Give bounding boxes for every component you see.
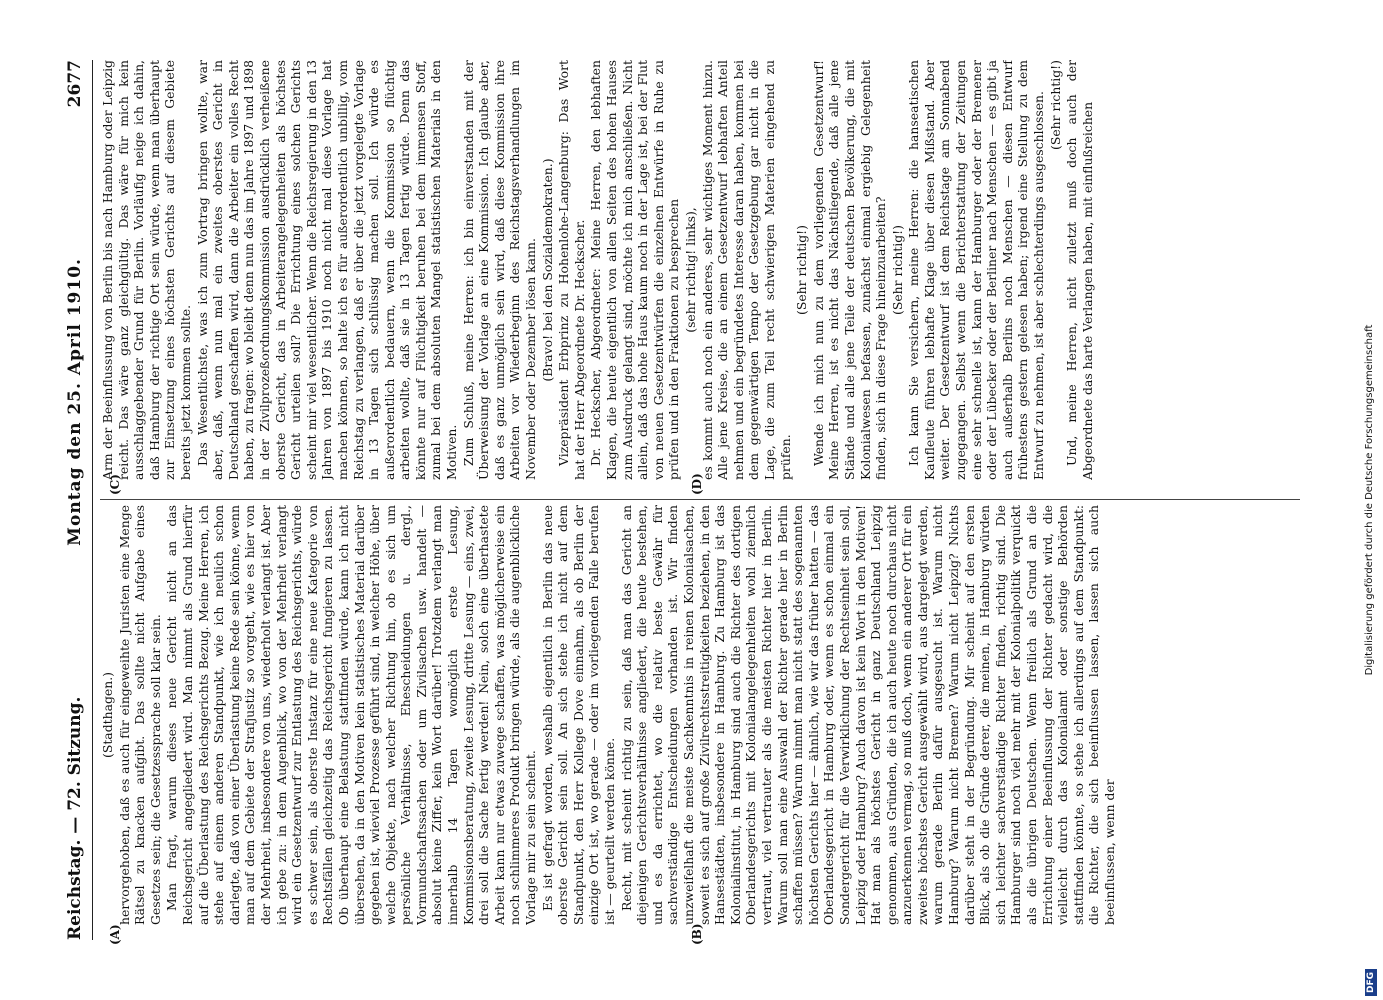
header-date: Montag den 25. April 1910. (65, 258, 85, 546)
paragraph: (Sehr richtig!) (889, 225, 905, 315)
paragraph: Und, meine Herren, nicht zuletzt muß doch auch der Abgeordnete das harte Verlangen haben, mit einflußreichen (1064, 60, 1095, 480)
paragraph: (Sehr richtig!) (1047, 60, 1063, 150)
paragraph: Man fragt, warum dieses neue Gericht nicht an das Reichsgericht angegliedert wird. Man nimmt als Grund hierfür auf die Überlastung des Reichsgerichts Bezug. Meine Herren, ich stehe auf einem anderen Standpunkt, wie ich neulich schon darlegte, daß von einer Überlastung keine Rede sein könne, wenn man auf dem Gebiete der Strafjustiz so vorgeht, wie es hier von der Mehrheit, insbesondere von uns, wiederholt verlangt ist. Aber ich gebe zu: in dem Augenblick, wo von der Mehrheit verlangt wird ein Gesetzentwurf zur Entlastung des Reichsgerichts, würde es schwer sein, als oberste Instanz für eine neue Kategorie von Rechtsfällen gleichzeitig das Reichsgericht fungieren zu lassen. Ob überhaupt eine Belastung stattfinden würde, kann ich nicht übersehen, da in den Motiven kein statistisches Material darüber gegeben ist, wieviel Prozesse geführt sind, in welcher Höhe, über welche Objekte, nach welcher Richtung hin, ob es sich um persönliche Verhältnisse, Ehescheidungen u. dergl., Vormundschaftssachen oder um Zivilsachen usw. handelt — absolut keine Ziffer, kein Wort darüber! Trotzdem verlangt man innerhalb 14 Tagen womöglich erste Lesung, Kommissionsberatung, zweite Lesung, dritte Lesung — eins, zwei, drei soll die Sache fertig werden! Nein, solch eine überhastete Arbeit kann nur etwas zuwege schaffen, was möglicherweise ein noch schlimmeres Produkt bringen würde, als die augenblickliche Vorlage mir zu sein scheint. (164, 505, 539, 925)
paragraph: Das Wesentlichste, was ich zum Vortrag bringen wollte, war aber, daß, wenn nun mal ein zweites oberstes Gericht in Deutschland geschaffen wird, dann die Arbeiter ein volles Recht haben, zu fragen: wo bleibt denn nun das im Jahre 1897 und 1898 in der Zivilprozeßordnungskommission ausdrücklich verheißene oberste Gericht, das in Arbeiterangelegenheiten als höchstes Gericht urteilen soll? Die Errichtung eines solchen Gerichts scheint mir viel wesentlicher. Wenn die Reichsregierung in den 13 Jahren von 1897 bis 1910 noch nicht mal diese Vorlage hat machen können, so halte ich es für außerordentlich unbillig, vom Reichstag zu verlangen, daß er über die jetzt vorgelegte Vorlage in 13 Tagen sich schlüssig machen soll. Ich würde es außerordentlich bedauern, wenn die Kommission so flüchtig arbeiten wollte, daß sie in 13 Tagen fertig würde. Denn das könnte nur auf Flüchtigkeit beruhen bei dem immensen Stoff, zumal bei dem absoluten Mangel statistischen Materials in den Motiven. (194, 60, 460, 480)
paragraph: Dr. Heckscher, Abgeordneter: Meine Herren, den lebhaften Klagen, die heute eigentlich von allen Seiten des hohen Hauses zum Ausdruck gelangt sind, möchte ich mich anschließen. Nicht allein, daß das hohe Haus kaum noch in der Lage ist, bei der Flut von neuen Gesetzentwürfen die einzelnen Entwürfe in Ruhe zu prüfen und in den Fraktionen zu besprechen (588, 60, 682, 480)
paragraph: Vizepräsident Erbprinz zu Hohenlohe-Langenburg: Das Wort hat der Herr Abgeordnete Dr. Heckscher. (556, 60, 587, 480)
paragraph: (sehr richtig! links), (682, 207, 698, 333)
page-number: 2677 (65, 60, 85, 108)
paragraph: Es ist gefragt worden, weshalb eigentlich in Berlin das neue oberste Gericht sein soll. An sich stehe ich nicht auf dem Standpunkt, den Herr Kollege Dove einnahm, als ob Berlin der einzige Ort ist, wo gerade — oder im vorliegenden Falle berufen ist — geurteilt werden könne. (539, 505, 617, 925)
paragraph: Arm der Beeinflussung von Berlin bis nach Hamburg oder Leipzig reicht. Das wäre ganz gleichgültig. Das wäre für mich kein ausschlaggebender Grund für Berlin. Vorläufig neige ich dahin, daß Hamburg der richtige Ort sein würde, wenn man überhaupt zur Einsetzung eines höchsten Gerichts auf diesem Gebiete bereits jetzt kommen sollte. (100, 60, 193, 480)
margin-marker-d: (D) (690, 473, 704, 495)
page-header (60, 60, 90, 940)
margin-marker-c: (C) (108, 474, 122, 495)
paragraph: Ich kann Sie versichern, meine Herren: die hanseatischen Kaufleute führen lebhafte Klage über diesen Mißstand. Aber weiter. Der Gesetzentwurf ist dem Reichstage am Sonnabend zugegangen. Selbst wenn die Berichterstattung der Zeitungen eine sehr schnelle ist, kann der Hamburger oder der Bremener oder der Lübecker oder der Berliner nach Menschen — es gibt ja auch außerhalb Berlins noch Menschen — diesen Entwurf frühestens gestern gelesen haben; irgend eine Stellung zu dem Entwurf zu nehmen, ist aber schlechterdings ausgeschlossen. (906, 60, 1047, 480)
margin-marker-b: (B) (690, 923, 704, 945)
text-column-left (100, 505, 1310, 925)
dfg-logo: DFG (1365, 969, 1377, 996)
header-rule (92, 60, 93, 940)
paragraph: Wende ich mich nun zu dem vorliegenden Gesetzentwurf! Meine Herren, ist es nicht das Nächstliegende, daß alle jene Stände und alle jene Teile der deutschen Bevölkerung, die mit Kolonialwesen befassen, zunächst einmal ergiebig Gelegenheit finden, sich in diese Frage hineinzuarbeiten? (810, 60, 889, 480)
header-left: Reichstag. — 72. Sitzung. (65, 696, 85, 940)
paragraph: (Stadthagen.) (100, 672, 115, 758)
paragraph: es kommt auch noch ein anderes, sehr wichtiges Moment hinzu. Alle jene Kreise, die an einem Gesetzentwurf lebhaften Anteil nehmen und ein begründetes Interesse daran haben, kommen bei dem gegenwärtigen Tempo der Gesetzgebung gar nicht in die Lage, die zum Teil recht schwierigen Materien eingehend zu prüfen. (699, 60, 793, 480)
column-divider (100, 499, 1300, 500)
paragraph: Recht, mit scheint richtig zu sein, daß man das Gericht an diejenigen Gerichtsverhältnisse angliedert, die heute bestehen, und es da errichtet, wo die relativ beste Gewähr für sachverständige Entscheidungen vorhanden ist. Wir finden unzweifelhaft die meiste Sachkenntnis in reinen Kolonialsachen, soweit es sich auf große Zivilrechtsstreitigkeiten beziehen, in den Hansestädten, insbesondere in Hamburg. Zu Hamburg ist das Kolonialinstitut, in Hamburg sind auch die Richter des dortigen Oberlandesgerichts mit Kolonialangelegenheiten wohl ziemlich vertraut, viel vertrauter als die meisten Richter hier in Berlin. Warum soll man eine Auswahl der Richter gerade hier in Berlin schaffen müssen? Warum nimmt man nicht statt des sogenannten höchsten Gerichts hier — ähnlich, wie wir das früher hatten — das Oberlandesgericht in Hamburg oder, wenn es schon einmal ein Sondergericht für die Verwirklichung der Rechtseinheit sein soll, Leipzig oder Hamburg? Auch davon ist kein Wort in den Motiven! Hat man als höchstes Gericht in ganz Deutschland Leipzig genommen, aus Gründen, die ich auch heute noch durchaus nicht anzuerkennen vermag, so muß doch, wenn ein anderer Ort für ein zweites höchstes Gericht ausgewählt wird, aus dargelegt werden, warum gerade Berlin dafür ausgesucht ist. Warum nicht Hamburg? Warum nicht Bremen? Warum nicht Leipzig? Nichts darüber steht in der Begründung. Mir scheint auf den ersten Blick, als ob die Gründe derer, die meinen, in Hamburg würden sich leichter sachverständige Richter finden, richtig sind. Die Hamburger sind noch viel mehr mit der Kolonialpolitik verquickt als die übrigen Deutschen. Wenn freilich als Grund an die Errichtung einer Beeinflussung der Richter gedacht wird, die vielleicht durch das Kolonialamt oder sonstige Behörden stattfinden könnte, so stehe ich allerdings auf dem Standpunkt: die Richter, die sich beeinflussen lassen, lassen sich auch beeinflussen, wenn der (618, 505, 1117, 925)
digitization-credit: Digitalisierung gefördert durch die Deutsche Forschungsgemeinschaft (1364, 324, 1375, 676)
paragraph: (Sehr richtig!) (794, 225, 810, 315)
margin-marker-a: (A) (108, 924, 122, 945)
paragraph: Zum Schluß, meine Herren: ich bin einverstanden mit der Überweisung der Vorlage an eine Kommission. Ich glaube aber, daß es ganz unmöglich sein wird, daß diese Kommission ihre Arbeiten vor Wiederbeginn des Reichstagsverhandlungen im November oder Dezember lösen kann. (460, 60, 539, 480)
paragraph: hervorgehoben, daß es auch für eingeweihte Juristen eine Menge Rätsel zu knacken aufgibt. Das sollte nicht Aufgabe eines Gesetzes sein; die Gesetzessprache soll klar sein. (116, 505, 163, 925)
paragraph: (Bravo! bei den Sozialdemokraten.) (539, 158, 555, 382)
text-column-right (100, 60, 1310, 480)
